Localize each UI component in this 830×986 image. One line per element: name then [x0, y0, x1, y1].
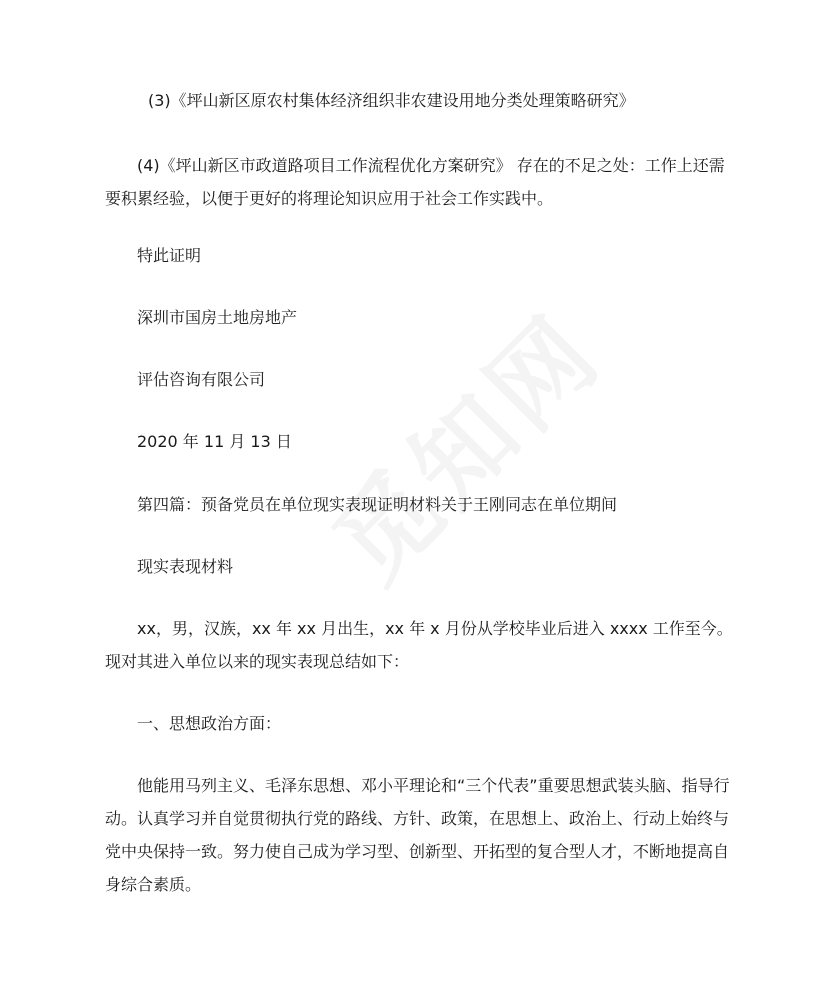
paragraph-date: 2020 年 11 月 13 日 [137, 432, 292, 451]
paragraph-political-ideology: 他能用马列主义、毛泽东思想、邓小平理论和“三个代表”重要思想武装头脑、指导行动。认真学习并自觉贯彻执行党的路线、方针、政策，在思想上、政治上、行动上始终与党中央保持一致。努力使自己成为学习型、创新型、开拓型的复合型人才，不断地提高自身综合素质。 [105, 776, 730, 894]
paragraph-certify: 特此证明 [137, 246, 202, 265]
paragraph-research-item-4: (4)《坪山新区市政道路项目工作流程优化方案研究》 存在的不足之处：工作上还需要积累经验，以便于更好的将理论知识应用于社会工作实践中。 [105, 156, 725, 208]
paragraph-introduction: xx，男，汉族，xx 年 xx 月出生，xx 年 x 月份从学校毕业后进入 xxxx 工作至今。现对其进入单位以来的现实表现总结如下： [105, 619, 733, 671]
paragraph-research-item-3: (3)《坪山新区原农村集体经济组织非农建设用地分类处理策略研究》 [148, 91, 635, 110]
paragraph-company-line-2: 评估咨询有限公司 [137, 370, 266, 389]
heading-political-ideology: 一、思想政治方面： [137, 714, 282, 733]
section-heading-part-four: 第四篇：预备党员在单位现实表现证明材料关于王刚同志在单位期间 [137, 495, 618, 514]
paragraph-company-line-1: 深圳市国房土地房地产 [137, 308, 298, 327]
section-subtitle: 现实表现材料 [137, 557, 234, 576]
